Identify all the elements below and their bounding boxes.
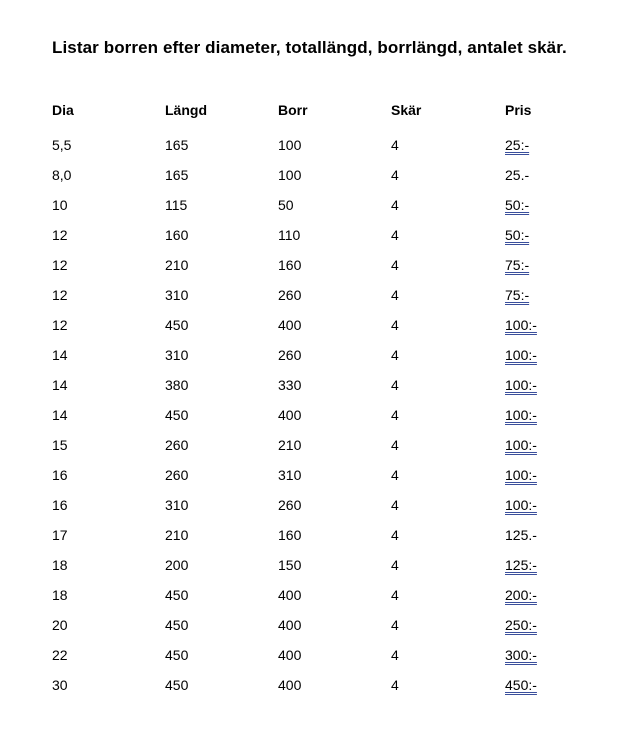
cell-skar: 4 bbox=[391, 197, 399, 213]
cell-langd: 310 bbox=[165, 347, 189, 363]
cell-langd: 450 bbox=[165, 647, 189, 663]
cell-borr: 400 bbox=[278, 617, 302, 633]
cell-dia: 12 bbox=[52, 257, 68, 273]
cell-pris: 100:- bbox=[505, 407, 537, 423]
cell-skar: 4 bbox=[391, 137, 399, 153]
cell-dia: 12 bbox=[52, 227, 68, 243]
cell-langd: 160 bbox=[165, 227, 189, 243]
cell-pris: 100:- bbox=[505, 317, 537, 333]
cell-skar: 4 bbox=[391, 647, 399, 663]
cell-langd: 260 bbox=[165, 437, 189, 453]
cell-dia: 15 bbox=[52, 437, 68, 453]
table-row bbox=[52, 160, 592, 190]
table-row bbox=[52, 430, 592, 460]
table-header-row bbox=[52, 100, 592, 120]
table-row bbox=[52, 460, 592, 490]
table-row bbox=[52, 400, 592, 430]
cell-borr: 400 bbox=[278, 647, 302, 663]
cell-skar: 4 bbox=[391, 347, 399, 363]
column-header-skar: Skär bbox=[391, 102, 422, 118]
cell-borr: 50 bbox=[278, 197, 294, 213]
table-row bbox=[52, 310, 592, 340]
cell-langd: 260 bbox=[165, 467, 189, 483]
cell-skar: 4 bbox=[391, 227, 399, 243]
table-row bbox=[52, 340, 592, 370]
cell-skar: 4 bbox=[391, 317, 399, 333]
cell-skar: 4 bbox=[391, 677, 399, 693]
cell-pris: 125.- bbox=[505, 527, 537, 543]
table-row bbox=[52, 220, 592, 250]
cell-borr: 260 bbox=[278, 347, 302, 363]
cell-dia: 5,5 bbox=[52, 137, 72, 153]
cell-langd: 380 bbox=[165, 377, 189, 393]
cell-borr: 100 bbox=[278, 167, 302, 183]
cell-langd: 450 bbox=[165, 677, 189, 693]
cell-dia: 30 bbox=[52, 677, 68, 693]
table-row bbox=[52, 370, 592, 400]
cell-dia: 10 bbox=[52, 197, 68, 213]
table-row bbox=[52, 130, 592, 160]
cell-dia: 16 bbox=[52, 497, 68, 513]
column-header-dia: Dia bbox=[52, 102, 74, 118]
table-row bbox=[52, 520, 592, 550]
table-row bbox=[52, 280, 592, 310]
cell-dia: 12 bbox=[52, 317, 68, 333]
cell-borr: 400 bbox=[278, 677, 302, 693]
cell-dia: 22 bbox=[52, 647, 68, 663]
cell-pris: 50:- bbox=[505, 197, 530, 213]
cell-borr: 260 bbox=[278, 287, 302, 303]
cell-pris: 100:- bbox=[505, 497, 537, 513]
cell-langd: 165 bbox=[165, 167, 189, 183]
cell-skar: 4 bbox=[391, 527, 399, 543]
cell-langd: 310 bbox=[165, 497, 189, 513]
document-title: Listar borren efter diameter, totallängd, borrlängd, antalet skär. bbox=[52, 38, 567, 57]
cell-dia: 14 bbox=[52, 407, 68, 423]
table-row bbox=[52, 670, 592, 700]
cell-pris: 75:- bbox=[505, 257, 530, 273]
cell-skar: 4 bbox=[391, 257, 399, 273]
cell-pris: 300:- bbox=[505, 647, 537, 663]
cell-skar: 4 bbox=[391, 467, 399, 483]
table-row bbox=[52, 250, 592, 280]
cell-borr: 400 bbox=[278, 587, 302, 603]
cell-borr: 160 bbox=[278, 527, 302, 543]
cell-dia: 12 bbox=[52, 287, 68, 303]
cell-langd: 210 bbox=[165, 257, 189, 273]
table-row bbox=[52, 490, 592, 520]
table-row bbox=[52, 610, 592, 640]
cell-pris: 450:- bbox=[505, 677, 537, 693]
table-row bbox=[52, 580, 592, 610]
cell-dia: 16 bbox=[52, 467, 68, 483]
cell-pris: 100:- bbox=[505, 377, 537, 393]
cell-langd: 450 bbox=[165, 407, 189, 423]
cell-borr: 400 bbox=[278, 407, 302, 423]
cell-pris: 200:- bbox=[505, 587, 537, 603]
cell-dia: 8,0 bbox=[52, 167, 72, 183]
cell-borr: 260 bbox=[278, 497, 302, 513]
column-header-langd: Längd bbox=[165, 102, 207, 118]
cell-skar: 4 bbox=[391, 617, 399, 633]
cell-borr: 110 bbox=[278, 227, 301, 243]
cell-borr: 210 bbox=[278, 437, 302, 453]
cell-borr: 400 bbox=[278, 317, 302, 333]
cell-langd: 450 bbox=[165, 617, 189, 633]
cell-borr: 310 bbox=[278, 467, 302, 483]
cell-borr: 150 bbox=[278, 557, 302, 573]
cell-pris: 250:- bbox=[505, 617, 537, 633]
cell-pris: 25.- bbox=[505, 167, 530, 183]
cell-dia: 20 bbox=[52, 617, 68, 633]
cell-borr: 160 bbox=[278, 257, 302, 273]
cell-langd: 115 bbox=[165, 197, 188, 213]
cell-skar: 4 bbox=[391, 407, 399, 423]
cell-borr: 330 bbox=[278, 377, 302, 393]
table-row bbox=[52, 640, 592, 670]
cell-skar: 4 bbox=[391, 437, 399, 453]
cell-langd: 310 bbox=[165, 287, 189, 303]
cell-pris: 50:- bbox=[505, 227, 530, 243]
cell-dia: 18 bbox=[52, 557, 68, 573]
cell-skar: 4 bbox=[391, 587, 399, 603]
cell-dia: 14 bbox=[52, 377, 68, 393]
cell-langd: 450 bbox=[165, 587, 189, 603]
cell-skar: 4 bbox=[391, 377, 399, 393]
cell-dia: 18 bbox=[52, 587, 68, 603]
cell-skar: 4 bbox=[391, 497, 399, 513]
cell-langd: 210 bbox=[165, 527, 189, 543]
cell-dia: 14 bbox=[52, 347, 68, 363]
cell-pris: 100:- bbox=[505, 467, 537, 483]
cell-pris: 100:- bbox=[505, 347, 537, 363]
cell-skar: 4 bbox=[391, 557, 399, 573]
cell-pris: 100:- bbox=[505, 437, 537, 453]
cell-skar: 4 bbox=[391, 287, 399, 303]
drill-table bbox=[52, 100, 592, 700]
cell-pris: 125:- bbox=[505, 557, 537, 573]
table-row bbox=[52, 550, 592, 580]
cell-borr: 100 bbox=[278, 137, 302, 153]
column-header-pris: Pris bbox=[505, 102, 532, 118]
table-row bbox=[52, 190, 592, 220]
cell-langd: 200 bbox=[165, 557, 189, 573]
column-header-borr: Borr bbox=[278, 102, 308, 118]
cell-pris: 25:- bbox=[505, 137, 530, 153]
cell-langd: 450 bbox=[165, 317, 189, 333]
cell-dia: 17 bbox=[52, 527, 68, 543]
cell-skar: 4 bbox=[391, 167, 399, 183]
table-body bbox=[52, 130, 592, 700]
cell-langd: 165 bbox=[165, 137, 189, 153]
cell-pris: 75:- bbox=[505, 287, 530, 303]
